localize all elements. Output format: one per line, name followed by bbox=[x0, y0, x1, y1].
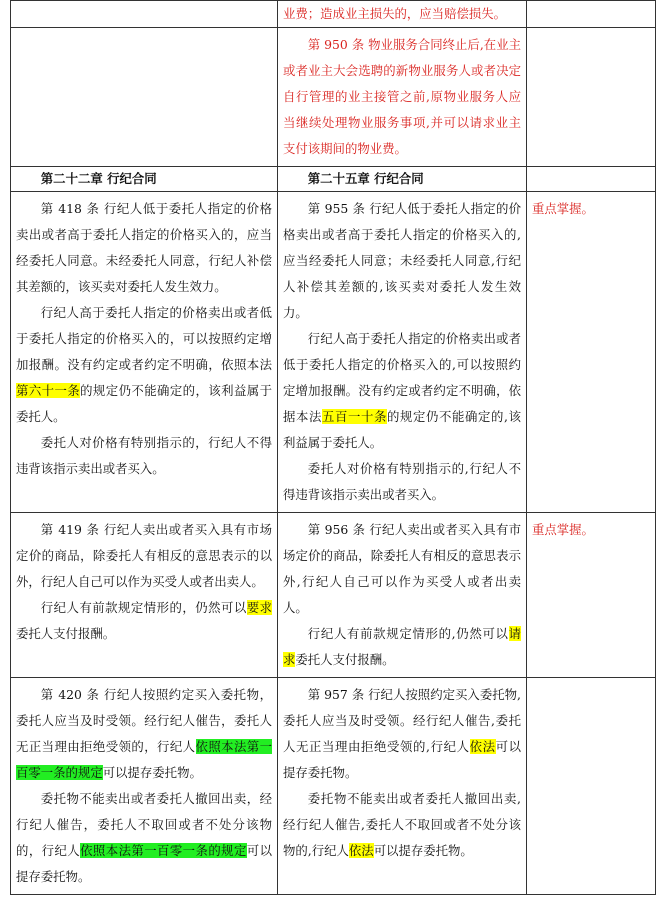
note-text: 重点掌握。 bbox=[532, 201, 594, 216]
note-cell bbox=[527, 678, 656, 895]
highlight-yellow: 依法 bbox=[348, 843, 374, 858]
note-cell bbox=[527, 28, 656, 167]
paragraph: 委托人对价格有特别指示的,行纪人不得违背该指示卖出或者买入。 bbox=[283, 461, 521, 502]
paragraph: 行纪人高于委托人指定的价格卖出或者低于委托人指定的价格买入的,可以按照约定增加报酬。没有约定或者约定不明确，依据本法五百一十条的规定仍不能确定的,该利益属于委托人。 bbox=[283, 331, 521, 450]
highlight-yellow: 五百一十条 bbox=[322, 409, 388, 424]
paragraph: 第 420 条 行纪人按照约定买入委托物，委托人应当及时受领。经行纪人催告，委托人无正当理由拒绝受领的，行纪人依照本法第一百零一条的规定可以提存委托物。 bbox=[16, 687, 273, 780]
paragraph: 委托人对价格有特别指示的，行纪人不得违背该指示卖出或者买入。 bbox=[16, 435, 272, 476]
article-950: 第 950 条 物业服务合同终止后,在业主或者业主大会选聘的新物业服务人或者决定自行管理的业主接管之前,原物业服务人应当继续处理物业服务事项,并可以请求业主支付该期间的物业费。 bbox=[283, 37, 521, 156]
paragraph: 委托物不能卖出或者委托人撤回出卖,经行纪人催告,委托人不取回或者不处分该物的,行纪人依法可以提存委托物。 bbox=[283, 791, 521, 858]
table-row bbox=[11, 678, 656, 895]
old-law-cell bbox=[11, 1, 278, 28]
highlight-yellow: 要求 bbox=[246, 600, 273, 615]
table-row bbox=[11, 192, 656, 513]
new-chapter-title: 第二十五章 行纪合同 bbox=[278, 167, 527, 192]
highlight-green: 依照本法第一百零一条的规定 bbox=[80, 843, 247, 858]
paragraph: 行纪人有前款规定情形的,仍然可以请求委托人支付报酬。 bbox=[283, 626, 521, 667]
highlight-yellow: 依法 bbox=[469, 739, 496, 754]
table-row bbox=[11, 28, 656, 167]
article-957-cell bbox=[278, 678, 527, 895]
paragraph: 第 418 条 行纪人低于委托人指定的价格卖出或者高于委托人指定的价格买入的，应当经委托人同意。未经委托人同意，行纪人补偿其差额的，该买卖对委托人发生效力。 bbox=[16, 201, 272, 294]
table-row bbox=[11, 1, 656, 28]
paragraph: 行纪人有前款规定情形的，仍然可以要求委托人支付报酬。 bbox=[16, 600, 273, 641]
note-cell bbox=[527, 513, 656, 678]
article-420-cell bbox=[11, 678, 278, 895]
paragraph: 第 957 条 行纪人按照约定买入委托物,委托人应当及时受领。经行纪人催告,委托人无正当理由拒绝受领的,行纪人依法可以提存委托物。 bbox=[283, 687, 522, 780]
highlight-yellow: 第六十一条 bbox=[16, 383, 81, 398]
comparison-table bbox=[10, 0, 656, 895]
table-row bbox=[11, 513, 656, 678]
paragraph: 行纪人高于委托人指定的价格卖出或者低于委托人指定的价格买入的，可以按照约定增加报酬。没有约定或者约定不明确，依照本法第六十一条的规定仍不能确定的，该利益属于委托人。 bbox=[16, 305, 273, 424]
old-chapter-title: 第二十二章 行纪合同 bbox=[11, 167, 278, 192]
note-cell bbox=[527, 1, 656, 28]
paragraph: 第 956 条 行纪人卖出或者买入具有市场定价的商品，除委托人有相反的意思表示外,行纪人自己可以作为买受人或者出卖人。 bbox=[283, 522, 521, 615]
highlight-yellow: 请求 bbox=[283, 626, 521, 667]
new-law-cell bbox=[278, 28, 527, 167]
article-418-cell bbox=[11, 192, 278, 513]
article-956-cell bbox=[278, 513, 527, 678]
note-text: 重点掌握。 bbox=[532, 522, 594, 537]
new-law-cell bbox=[278, 1, 527, 28]
highlight-green: 依照本法第一百零一条的规定 bbox=[16, 739, 273, 780]
paragraph: 第 419 条 行纪人卖出或者买入具有市场定价的商品，除委托人有相反的意思表示的以外，行纪人自己可以作为买受人或者出卖人。 bbox=[16, 522, 272, 589]
article-419-cell bbox=[11, 513, 278, 678]
note-cell bbox=[527, 167, 656, 192]
old-law-cell bbox=[11, 28, 278, 167]
article-955-cell bbox=[278, 192, 527, 513]
chapter-header-row bbox=[11, 167, 656, 192]
paragraph: 委托物不能卖出或者委托人撤回出卖，经行纪人催告，委托人不取回或者不处分该物的，行纪人依照本法第一百零一条的规定可以提存委托物。 bbox=[16, 791, 273, 884]
article-text: 业费；造成业主损失的，应当赔偿损失。 bbox=[283, 6, 507, 21]
paragraph: 第 955 条 行纪人低于委托人指定的价格卖出或者高于委托人指定的价格买入的,应当经委托人同意；未经委托人同意,行纪人补偿其差额的,该买卖对委托人发生效力。 bbox=[283, 201, 521, 320]
note-cell bbox=[527, 192, 656, 513]
